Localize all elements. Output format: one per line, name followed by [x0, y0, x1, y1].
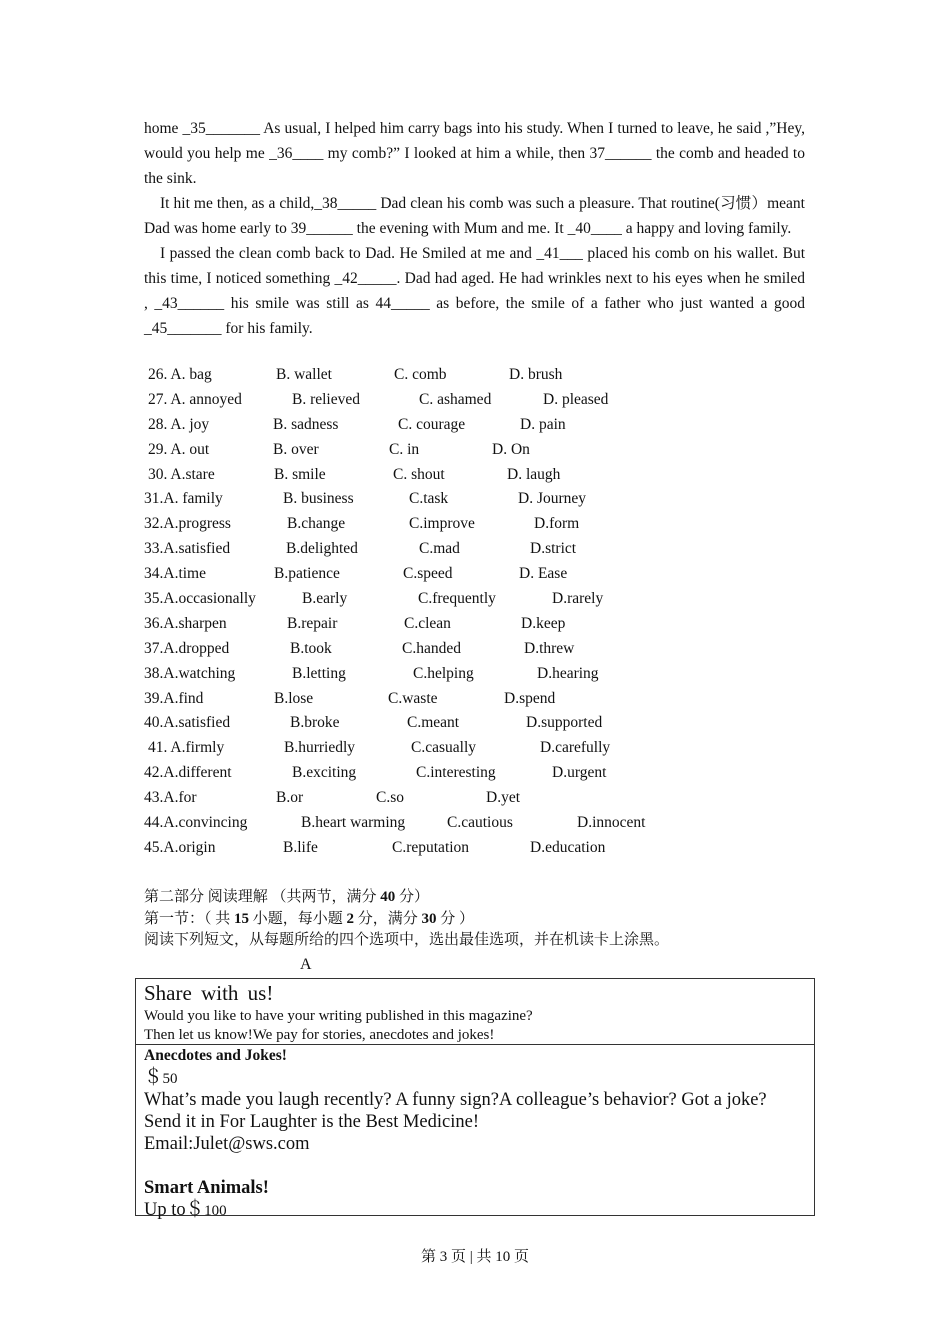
option-d: D.strict — [530, 540, 577, 558]
passage — [144, 116, 805, 341]
option-c: C.helping — [413, 664, 474, 682]
option-c: C.speed — [403, 565, 453, 583]
option-row — [144, 466, 764, 491]
option-b: B.hurriedly — [284, 739, 356, 757]
option-row — [144, 590, 764, 615]
option-row — [144, 714, 764, 739]
option-d: D.urgent — [552, 764, 607, 782]
option-b: B. over — [273, 440, 319, 458]
magazine-header — [136, 979, 814, 1045]
magazine-subtitle: Would you like to have your writing published in this magazine? — [144, 1008, 533, 1024]
option-a: 37.A.dropped — [144, 639, 230, 657]
page-footer: 第 3 页 | 共 10 页 — [420, 1249, 529, 1265]
magazine-body — [136, 1045, 814, 1222]
option-d: D. On — [492, 440, 530, 458]
part-title: 第二部分 阅读理解 （共两节，满分 40 分） — [144, 889, 430, 905]
option-c: C. ashamed — [419, 390, 492, 408]
option-row — [144, 789, 764, 814]
option-c: C.task — [409, 490, 449, 508]
option-b: B. sadness — [273, 415, 339, 433]
option-b: B. relieved — [292, 390, 361, 408]
option-a: 29. A. out — [148, 440, 210, 458]
option-row — [144, 515, 764, 540]
option-b: B.life — [283, 838, 318, 856]
option-d: D.yet — [486, 789, 521, 807]
instruction: 阅读下列短文，从每题所给的四个选项中，选出最佳选项，并在机读卡上涂黑。 — [144, 932, 670, 948]
option-row — [144, 640, 764, 665]
option-b: B.broke — [290, 714, 340, 732]
option-c: C.casually — [411, 739, 476, 757]
passage-paragraph: home _35_______ As usual, I helped him carry bags into his study. When I turned to leave, he said ,”Hey, would you help me _36____ my comb?” I looked at him a while, then 37______ the comb and headed to the sink. — [144, 120, 805, 187]
price: Up to＄100 — [144, 1200, 227, 1220]
section-heading: Smart Animals! — [144, 1178, 269, 1198]
option-b: B. wallet — [276, 366, 332, 383]
options-list — [144, 366, 764, 864]
option-c: C.so — [376, 789, 404, 807]
option-a: 26. A. bag — [148, 366, 212, 383]
option-a: 39.A.find — [144, 689, 204, 707]
option-row — [144, 490, 764, 515]
option-d: D. Ease — [519, 565, 568, 583]
option-row — [144, 615, 764, 640]
option-row — [144, 690, 764, 715]
passage-paragraph: I passed the clean comb back to Dad. He Smiled at me and _41___ placed his comb on his wallet. But this time, I noticed something _42_____. Dad had aged. He had wrinkles next to his eyes when he smiled , _43______ his smile was still as 44_____ as before, the smile of a father who just wanted a good _45_______ for his family. — [144, 245, 805, 337]
magazine-title: Share with us! — [144, 981, 274, 1005]
subsection-title: 第一节：（ 共 15 小题，每小题 2 分，满分 30 分 ） — [144, 910, 475, 927]
option-a: 35.A.occasionally — [144, 590, 256, 608]
passage-letter: A — [300, 956, 312, 973]
option-c: C.frequently — [418, 590, 496, 608]
option-a: 27. A. annoyed — [148, 390, 242, 408]
option-c: C.handed — [402, 639, 461, 657]
option-c: C.mad — [419, 540, 460, 558]
option-c: C.reputation — [392, 838, 470, 856]
option-a: 42.A.different — [144, 764, 232, 782]
option-row — [144, 441, 764, 466]
option-row — [144, 366, 764, 391]
option-a: 30. A.stare — [148, 465, 215, 483]
option-row — [144, 665, 764, 690]
option-d: D. brush — [509, 366, 563, 383]
option-a: 32.A.progress — [144, 515, 231, 533]
option-c: C. comb — [394, 366, 447, 383]
option-b: B.letting — [292, 664, 346, 682]
option-a: 36.A.sharpen — [144, 614, 227, 632]
passage-paragraph: It hit me then, as a child,_38_____ Dad clean his comb was such a pleasure. That routine(习惯）meant Dad was home early to 39______ the evening with Mum and me. It _40____ a happy and loving family. — [144, 195, 805, 237]
option-c: C.meant — [407, 714, 460, 732]
option-d: D. pleased — [543, 390, 609, 408]
option-c: C.improve — [409, 515, 475, 533]
option-b: B. smile — [274, 465, 326, 483]
option-b: B.early — [302, 590, 348, 608]
option-b: B.or — [276, 789, 304, 807]
option-row — [144, 540, 764, 565]
option-c: C. in — [389, 440, 420, 458]
option-d: D.form — [534, 515, 580, 533]
option-b: B.patience — [274, 565, 340, 583]
option-a: 45.A.origin — [144, 838, 216, 856]
option-b: B.heart warming — [301, 814, 406, 832]
option-a: 41. A.firmly — [148, 739, 225, 757]
option-d: D. Journey — [518, 490, 587, 508]
option-b: B.repair — [287, 614, 338, 632]
option-a: 33.A.satisfied — [144, 540, 231, 558]
option-a: 34.A.time — [144, 565, 206, 583]
magazine-subtitle: Then let us know!We pay for stories, anecdotes and jokes! — [144, 1027, 495, 1043]
option-row — [144, 416, 764, 441]
email: Email:Julet@sws.com — [144, 1134, 310, 1154]
option-b: B.took — [290, 639, 332, 657]
option-c: C. courage — [398, 415, 466, 433]
option-a: 38.A.watching — [144, 664, 236, 682]
option-c: C.waste — [388, 689, 438, 707]
option-row — [144, 391, 764, 416]
magazine-box — [135, 978, 815, 1220]
option-d: D. laugh — [507, 465, 561, 483]
body-text: Send it in For Laughter is the Best Medicine! — [144, 1112, 479, 1132]
option-d: D.spend — [504, 689, 556, 707]
section-heading: Anecdotes and Jokes! — [144, 1047, 287, 1064]
option-row — [144, 839, 764, 864]
option-row — [144, 565, 764, 590]
option-d: D.rarely — [552, 590, 604, 608]
option-d: D.innocent — [577, 814, 646, 832]
price: ＄50 — [144, 1068, 178, 1088]
option-d: D.supported — [526, 714, 603, 732]
option-d: D.education — [530, 838, 606, 856]
option-d: D.carefully — [540, 739, 611, 757]
option-row — [144, 814, 764, 839]
option-b: B.change — [287, 515, 346, 533]
option-row — [144, 764, 764, 789]
option-d: D. pain — [520, 415, 566, 433]
option-a: 40.A.satisfied — [144, 714, 231, 732]
option-c: C.interesting — [416, 764, 496, 782]
option-d: D.threw — [524, 639, 575, 657]
option-c: C. shout — [393, 465, 445, 483]
option-c: C.cautious — [447, 814, 513, 832]
section-header — [144, 887, 669, 952]
option-c: C.clean — [404, 614, 451, 632]
option-a: 43.A.for — [144, 789, 197, 807]
option-b: B.exciting — [292, 764, 357, 782]
option-a: 44.A.convincing — [144, 814, 248, 832]
body-text: What’s made you laugh recently? A funny sign?A colleague’s behavior? Got a joke? — [144, 1090, 767, 1110]
option-a: 31.A. family — [144, 490, 223, 508]
option-d: D.keep — [521, 614, 566, 632]
option-d: D.hearing — [537, 664, 599, 682]
option-row — [144, 739, 764, 764]
option-b: B.delighted — [286, 540, 358, 558]
option-a: 28. A. joy — [148, 415, 210, 433]
option-b: B.lose — [274, 689, 314, 707]
option-b: B. business — [283, 490, 354, 508]
